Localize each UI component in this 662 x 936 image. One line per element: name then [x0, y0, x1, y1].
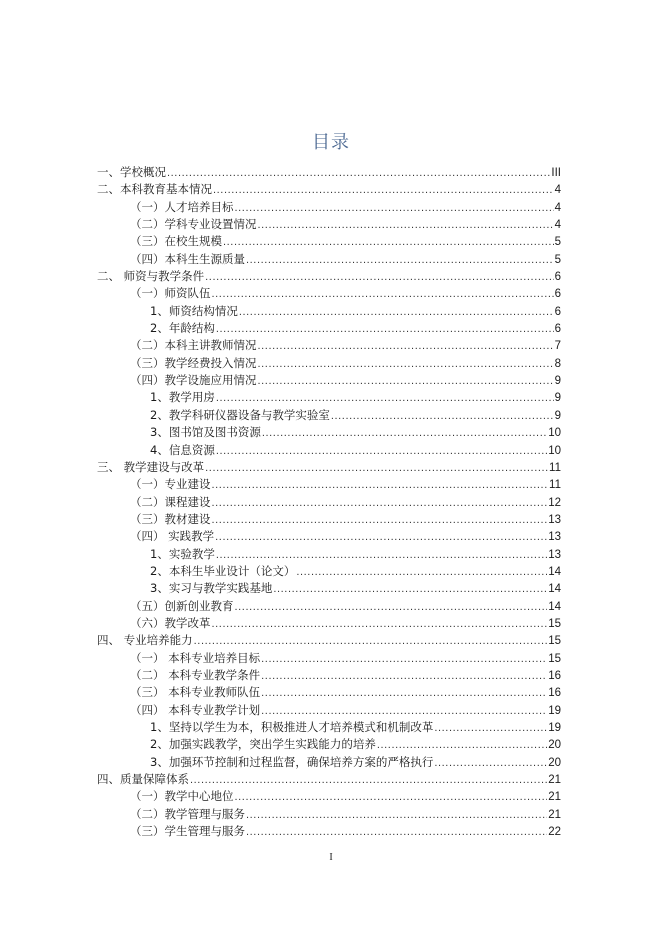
- toc-entry-page-number: 21: [548, 774, 561, 787]
- toc-entry-level-2[interactable]: [97, 511, 561, 528]
- toc-entry-label: 3、加强环节控制和过程监督，确保培养方案的严格执行: [150, 754, 434, 769]
- toc-entry-level-2[interactable]: [97, 372, 561, 389]
- toc-entry-level-2[interactable]: [97, 337, 561, 354]
- toc-entry-label: （三）在校生规模: [130, 234, 222, 249]
- toc-entry-level-2[interactable]: [97, 285, 561, 302]
- toc-entry-page-number: 4: [554, 219, 561, 232]
- toc-entry-label: （一）师资队伍: [130, 286, 211, 301]
- toc-entry-label: 1、坚持以学生为本，积极推进人才培养模式和机制改革: [150, 720, 434, 734]
- dot-leader: [261, 703, 547, 720]
- dot-leader: [258, 217, 554, 234]
- toc-entry-page-number: 21: [548, 808, 561, 821]
- dot-leader: [215, 529, 547, 546]
- dot-leader: [205, 460, 548, 477]
- toc-entry-label: 3、实习与教学实践基地: [150, 581, 273, 596]
- toc-entry-label: （三）教材建设: [130, 511, 211, 526]
- toc-entry-page-number: 5: [554, 236, 561, 249]
- toc-entry-level-2[interactable]: [97, 667, 561, 684]
- toc-entry-level-1[interactable]: [97, 459, 561, 476]
- toc-entry-page-number: 15: [548, 635, 561, 648]
- toc-entry-label: （四） 本科专业教学计划: [130, 702, 261, 717]
- toc-entry-page-number: 4: [554, 184, 561, 197]
- toc-entry-label: （二） 本科专业教学条件: [130, 667, 261, 682]
- toc-entry-level-1[interactable]: [97, 771, 561, 788]
- toc-entry-page-number: 16: [548, 669, 561, 682]
- page-number: I: [329, 852, 333, 863]
- dot-leader: [434, 720, 547, 737]
- dot-leader: [235, 599, 548, 616]
- dot-leader: [212, 512, 548, 529]
- dot-leader: [258, 356, 554, 373]
- dot-leader: [258, 338, 554, 355]
- toc-entry-label: 4、信息资源: [150, 442, 215, 457]
- toc-entry-level-3[interactable]: [97, 303, 561, 320]
- toc-entry-level-3[interactable]: [97, 563, 561, 580]
- dot-leader: [235, 789, 548, 806]
- dot-leader: [246, 807, 547, 824]
- toc-entry-page-number: 9: [554, 392, 561, 405]
- toc-entry-level-2[interactable]: [97, 494, 561, 511]
- toc-entry-label: 三、 教学建设与改革: [97, 459, 205, 474]
- toc-entry-level-2[interactable]: [97, 684, 561, 701]
- toc-entry-level-2[interactable]: [97, 823, 561, 840]
- toc-entry-label: （四） 实践教学: [130, 529, 215, 544]
- toc-entry-level-3[interactable]: [97, 736, 561, 753]
- toc-entry-level-2[interactable]: [97, 476, 561, 493]
- toc-entry-page-number: 22: [548, 826, 561, 839]
- toc-entry-level-2[interactable]: [97, 199, 561, 216]
- toc-entry-label: 四、质量保障体系: [97, 772, 189, 787]
- toc-entry-page-number: 10: [548, 444, 561, 457]
- toc-entry-label: 2、本科生毕业设计（论文）: [150, 563, 296, 578]
- toc-entry-level-2[interactable]: [97, 806, 561, 823]
- toc-entry-page-number: 6: [554, 305, 561, 318]
- toc-entry-label: （六）教学改革: [130, 615, 211, 630]
- toc-entry-page-number: 6: [554, 288, 561, 301]
- toc-entry-level-2[interactable]: [97, 650, 561, 667]
- toc-entry-label: 四、 专业培养能力: [97, 633, 193, 648]
- dot-leader: [235, 200, 554, 217]
- toc-title: 目录: [312, 132, 350, 153]
- toc-entry-page-number: 16: [548, 687, 561, 700]
- toc-entry-level-3[interactable]: [97, 389, 561, 406]
- toc-entry-label: （一）专业建设: [130, 477, 211, 492]
- dot-leader: [261, 685, 547, 702]
- toc-entry-page-number: 19: [548, 722, 561, 734]
- toc-entry-label: （一）人才培养目标: [130, 199, 234, 214]
- table-of-contents: [97, 164, 561, 840]
- dot-leader: [331, 408, 554, 425]
- toc-entry-level-2[interactable]: [97, 598, 561, 615]
- toc-entry-label: （一） 本科专业培养目标: [130, 650, 261, 665]
- toc-entry-page-number: 13: [548, 513, 561, 526]
- toc-entry-page-number: 10: [548, 427, 561, 440]
- toc-entry-level-2[interactable]: [97, 788, 561, 805]
- toc-entry-level-2[interactable]: [97, 528, 561, 545]
- toc-entry-level-1[interactable]: [97, 181, 561, 198]
- dot-leader: [212, 616, 548, 633]
- toc-entry-label: 3、图书馆及图书资源: [150, 425, 261, 440]
- toc-entry-label: 二、本科教育基本情况: [97, 182, 212, 197]
- dot-leader: [190, 772, 547, 789]
- dot-leader: [212, 495, 548, 512]
- toc-entry-page-number: 5: [554, 253, 561, 266]
- toc-entry-level-2[interactable]: [97, 216, 561, 233]
- toc-entry-page-number: 13: [548, 531, 561, 544]
- dot-leader: [246, 824, 547, 841]
- toc-entry-label: （三） 本科专业教师队伍: [130, 685, 261, 700]
- dot-leader: [261, 651, 547, 668]
- toc-entry-page-number: 11: [549, 461, 561, 474]
- dot-leader: [262, 425, 547, 442]
- toc-entry-level-3[interactable]: [97, 719, 561, 736]
- toc-entry-page-number: 8: [554, 357, 561, 370]
- toc-entry-page-number: 20: [548, 739, 561, 752]
- dot-leader: [205, 269, 553, 286]
- toc-entry-label: （二）本科主讲教师情况: [130, 338, 257, 353]
- toc-entry-label: 1、教学用房: [150, 390, 215, 405]
- toc-entry-level-2[interactable]: [97, 615, 561, 632]
- dot-leader: [213, 182, 554, 199]
- dot-leader: [216, 321, 554, 338]
- toc-entry-page-number: 7: [554, 340, 561, 353]
- toc-entry-label: （二）课程建设: [130, 494, 211, 509]
- toc-entry-page-number: 6: [554, 271, 561, 284]
- dot-leader: [167, 165, 550, 182]
- dot-leader: [377, 737, 547, 754]
- toc-entry-level-3[interactable]: [97, 424, 561, 441]
- toc-entry-level-3[interactable]: [97, 407, 561, 424]
- toc-entry-page-number: III: [551, 167, 561, 179]
- toc-entry-level-1[interactable]: [97, 268, 561, 285]
- toc-entry-level-3[interactable]: [97, 546, 561, 563]
- toc-entry-page-number: 15: [548, 617, 561, 630]
- dot-leader: [216, 547, 547, 564]
- dot-leader: [223, 234, 554, 251]
- toc-entry-page-number: 6: [554, 323, 561, 336]
- toc-entry-label: 2、年龄结构: [150, 321, 215, 336]
- toc-entry-level-2[interactable]: [97, 251, 561, 268]
- toc-entry-label: 2、教学科研仪器设备与教学实验室: [150, 407, 330, 422]
- toc-entry-level-3[interactable]: [97, 580, 561, 597]
- toc-entry-label: （三）教学经费投入情况: [130, 355, 257, 370]
- toc-entry-label: （三）学生管理与服务: [130, 824, 245, 839]
- toc-entry-level-3[interactable]: [97, 754, 561, 771]
- toc-entry-label: 1、实验教学: [150, 546, 215, 561]
- dot-leader: [194, 633, 548, 650]
- toc-entry-label: （二）教学管理与服务: [130, 806, 245, 821]
- toc-entry-page-number: 9: [554, 375, 561, 388]
- dot-leader: [212, 286, 554, 303]
- toc-entry-page-number: 14: [548, 600, 561, 613]
- toc-entry-level-1[interactable]: [97, 632, 561, 649]
- toc-entry-level-3[interactable]: [97, 442, 561, 459]
- dot-leader: [239, 304, 554, 321]
- dot-leader: [273, 581, 547, 598]
- toc-entry-label: （一）教学中心地位: [130, 789, 234, 804]
- toc-entry-level-1[interactable]: [97, 164, 561, 181]
- toc-entry-page-number: 11: [549, 479, 561, 492]
- toc-entry-label: （二）学科专业设置情况: [130, 217, 257, 232]
- toc-entry-label: 1、师资结构情况: [150, 303, 238, 318]
- toc-entry-page-number: 9: [554, 409, 561, 422]
- toc-entry-level-2[interactable]: [97, 702, 561, 719]
- toc-entry-page-number: 19: [548, 704, 561, 717]
- dot-leader: [246, 252, 554, 269]
- toc-entry-label: （五）创新创业教育: [130, 598, 234, 613]
- dot-leader: [212, 477, 549, 494]
- dot-leader: [434, 755, 547, 772]
- toc-entry-page-number: 4: [554, 201, 561, 214]
- toc-entry-level-3[interactable]: [97, 320, 561, 337]
- dot-leader: [216, 390, 554, 407]
- dot-leader: [261, 668, 547, 685]
- dot-leader: [258, 373, 554, 390]
- dot-leader: [296, 564, 547, 581]
- toc-entry-label: （四）教学设施应用情况: [130, 373, 257, 388]
- dot-leader: [216, 443, 547, 460]
- toc-entry-page-number: 15: [548, 652, 561, 665]
- toc-entry-page-number: 12: [548, 496, 561, 509]
- toc-entry-label: 一、学校概况: [97, 165, 166, 179]
- toc-entry-page-number: 14: [548, 583, 561, 596]
- toc-entry-page-number: 21: [548, 791, 561, 804]
- toc-entry-page-number: 20: [548, 756, 561, 769]
- toc-entry-label: 二、 师资与教学条件: [97, 269, 205, 284]
- toc-entry-label: 2、加强实践教学，突出学生实践能力的培养: [150, 737, 376, 752]
- toc-entry-level-2[interactable]: [97, 233, 561, 250]
- toc-entry-label: （四）本科生生源质量: [130, 251, 245, 266]
- toc-entry-level-2[interactable]: [97, 355, 561, 372]
- toc-entry-page-number: 13: [548, 548, 561, 561]
- toc-entry-page-number: 14: [548, 565, 561, 578]
